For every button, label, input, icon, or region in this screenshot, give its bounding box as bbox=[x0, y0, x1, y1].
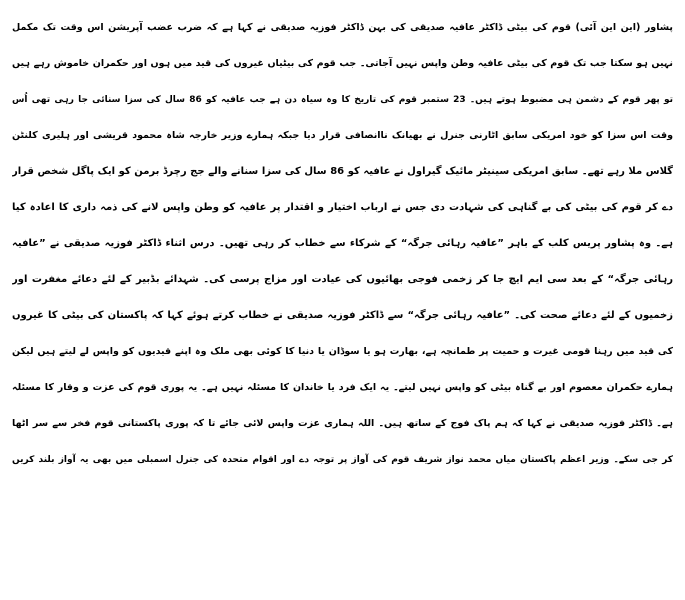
article-text-line: وقت اس سزا کو خود امریکی سابق اٹارنی جنرل نے بھیانک ناانصافی قرار دیا جبکہ ہمارے وزیر خارجہ شاہ محمود قریشی اور ہلیری کلنٹن bbox=[12, 130, 673, 141]
article-text-line: پشاور (این این آئی) قوم کی بیٹی ڈاکٹر عافیہ صدیقی کی بہن ڈاکٹر فوزیہ صدیقی نے کہا ہے کہ ضرب عضب آپریشن اس وقت تک مکمل bbox=[12, 22, 673, 33]
article-text-line: دے کر قوم کی بیٹی کی بے گناہی کی شہادت دی جس نے ارباب اختیار و اقتدار پر عافیہ کو وطن واپس لانے کی ذمہ داری کا اعادہ کیا bbox=[12, 202, 673, 213]
article-text-line: نہیں ہو سکتا جب تک قوم کی بیٹی عافیہ وطن واپس نہیں آجاتی۔ جب قوم کی بیٹیاں غیروں کی قید میں ہوں اور حکمران خاموش رہے ہیں bbox=[12, 58, 673, 69]
article-text-line: کی قید میں رہنا قومی غیرت و حمیت پر طمانچہ ہے، بھارت ہو یا سوڈان یا دنیا کا کوئی بھی ملک وہ اپنے قیدیوں کو واپس لے لیتے ہیں لیکن bbox=[12, 346, 673, 357]
article-text-line: گلاس ملا رہے تھے۔ سابق امریکی سینیٹر مائیک گیراول نے عافیہ کو 86 سال کی سزا سنانے والے جج رچرڈ برمن کو ایک پاگل شخص قرار bbox=[12, 166, 673, 177]
article-text-line: ہے۔ وہ پشاور پریس کلب کے باہر ”عافیہ رہائی جرگہ“ کے شرکاء سے خطاب کر رہی تھیں۔ درس اثناء ڈاکٹر فوزیہ صدیقی نے ”عافیہ bbox=[12, 238, 673, 249]
article-text-line: رہائی جرگہ“ کے بعد سی ایم ایچ جا کر زخمی فوجی بھائیوں کی عیادت اور مزاج پرسی کی۔ شہدائے بڈبیر کے لئے دعائے مغفرت اور bbox=[12, 274, 673, 285]
article-text-line: کر جی سکے۔ وزیر اعظم پاکستان میاں محمد نواز شریف قوم کی آواز پر توجہ دے اور اقوام متحدہ کی جنرل اسمبلی میں بھی یہ آواز بلند کریں bbox=[12, 455, 673, 465]
article-text-line: ہمارے حکمران معصوم اور بے گناہ بیٹی کو واپس نہیں لیتے۔ یہ ایک فرد یا خاندان کا مسئلہ نہیں ہے۔ یہ پوری قوم کی عزت و وقار کا مسئلہ bbox=[12, 382, 673, 393]
article-text-line: ہے۔ ڈاکٹر فوزیہ صدیقی نے کہا کہ ہم پاک فوج کے ساتھ ہیں۔ اللہ ہماری عزت واپس لائی جائے تا کہ پوری پاکستانی قوم فخر سے سر اٹھا bbox=[12, 418, 673, 429]
article-text-line: تو پھر قوم کے دشمن ہی مضبوط ہوتے ہیں۔ 23 ستمبر قوم کی تاریخ کا وہ سیاہ دن ہے جب عافیہ کو 86 سال کی سزا سنائی جا رہی تھی اُس bbox=[12, 95, 673, 105]
article-text-line: زخمیوں کے لئے دعائے صحت کی۔ ”عافیہ رہائی جرگہ“ سے ڈاکٹر فوزیہ صدیقی نے خطاب کرتے ہوئے کہا کہ پاکستان کی بیٹی کا غیروں bbox=[12, 310, 673, 321]
